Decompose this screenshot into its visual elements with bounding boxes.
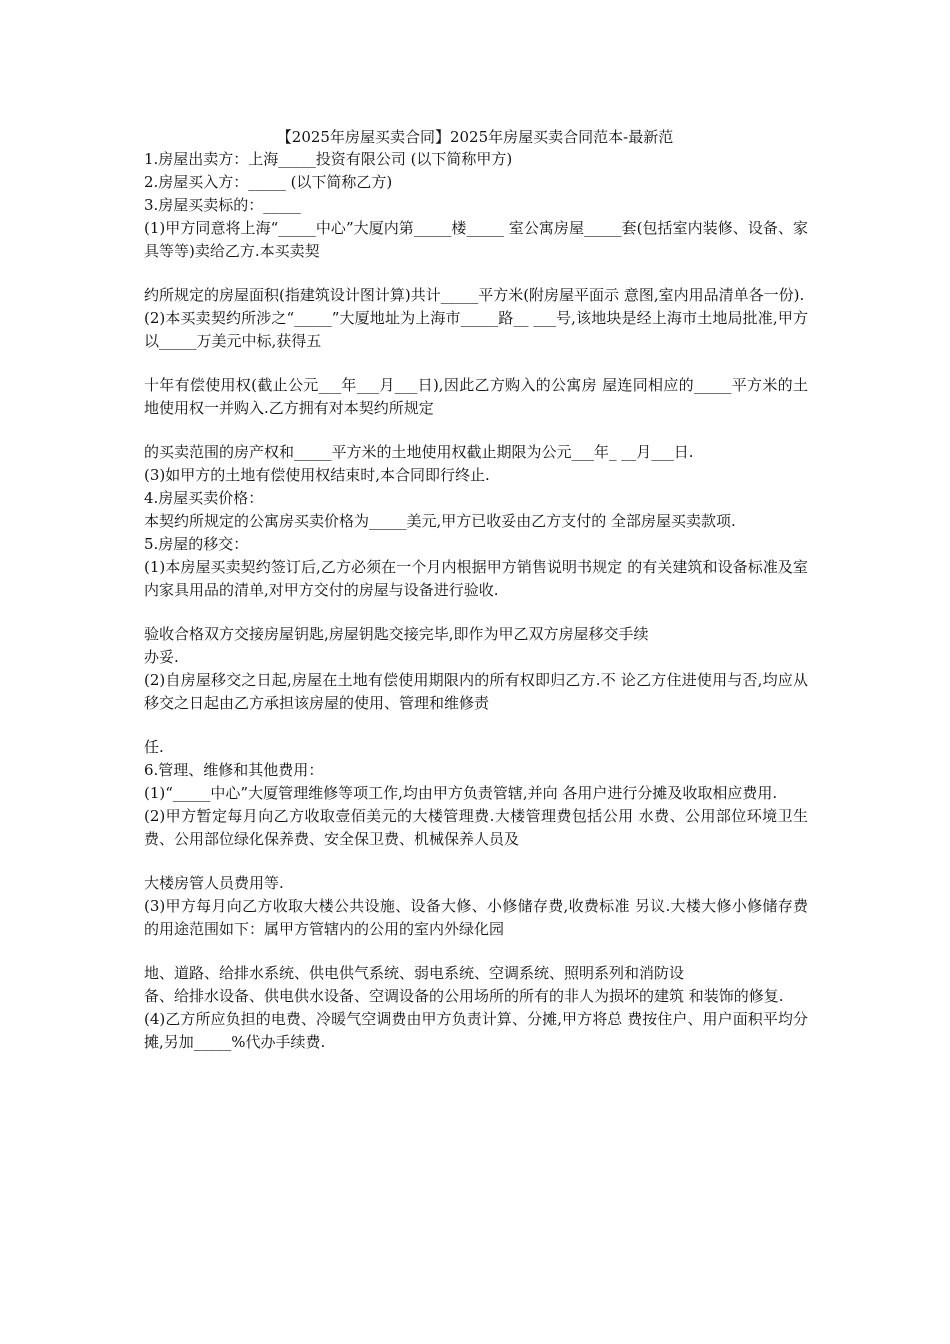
paragraph: (3)甲方每月向乙方收取大楼公共设施、设备大修、小修储存费,收费标准 另议.大楼大修小修储存费的用途范围如下：属甲方管辖内的公用的室内外绿化园 — [144, 897, 808, 938]
paragraph: 6.管理、维修和其他费用： — [144, 761, 324, 779]
paragraph: 地、道路、给排水系统、供电供气系统、弱电系统、空调系统、照明系列和消防设 — [144, 964, 685, 982]
paragraph: 2.房屋买入方：_____ (以下简称乙方) — [144, 173, 393, 191]
paragraph: 4.房屋买卖价格： — [144, 489, 264, 507]
document-body — [144, 148, 808, 1054]
paragraph: 十年有偿使用权(截止公元___年___月___日),因此乙方购入的公寓房 屋连同相应的_____平方米的土地使用权一并购入.乙方拥有对本契约所规定 — [144, 376, 808, 417]
paragraph: (1)“_____中心”大厦管理维修等项工作,均由甲方负责管辖,并向 各用户进行分摊及收取相应费用. — [144, 784, 778, 802]
paragraph: 本契约所规定的公寓房买卖价格为_____美元,甲方已收妥由乙方支付的 全部房屋买卖款项. — [144, 512, 736, 530]
paragraph: (2)甲方暂定每月向乙方收取壹佰美元的大楼管理费.大楼管理费包括公用 水费、公用部位环境卫生费、公用部位绿化保养费、安全保卫费、机械保养人员及 — [144, 807, 808, 848]
paragraph: (4)乙方所应负担的电费、冷暖气空调费由甲方负责计算、分摊,甲方将总 费按住户、用户面积平均分摊,另加_____%代办手续费. — [144, 1010, 808, 1051]
paragraph: 任. — [144, 738, 164, 756]
paragraph: 办妥. — [144, 648, 179, 666]
paragraph: (2)自房屋移交之日起,房屋在土地有偿使用期限内的所有权即归乙方.不 论乙方住进使用与否,均应从移交之日起由乙方承担该房屋的使用、管理和维修责 — [144, 671, 808, 712]
paragraph: 验收合格双方交接房屋钥匙,房屋钥匙交接完毕,即作为甲乙双方房屋移交手续 — [144, 625, 649, 643]
paragraph: 约所规定的房屋面积(指建筑设计图计算)共计_____平方米(附房屋平面示 意图,室内用品清单各一份). — [144, 286, 805, 304]
paragraph: 1.房屋出卖方：上海_____投资有限公司 (以下简称甲方) — [144, 150, 513, 168]
paragraph: 大楼房管人员费用等. — [144, 874, 284, 892]
paragraph: (1)本房屋买卖契约签订后,乙方必须在一个月内根据甲方销售说明书规定 的有关建筑和设备标准及室内家具用品的清单,对甲方交付的房屋与设备进行验收. — [144, 558, 808, 599]
paragraph: (1)甲方同意将上海“_____中心”大厦内第_____楼_____ 室公寓房屋_____套(包括室内装修、设备、家具等等)卖给乙方.本买卖契 — [144, 219, 808, 260]
paragraph: 5.房屋的移交： — [144, 535, 249, 553]
paragraph: 备、给排水设备、供电供水设备、空调设备的公用场所的所有的非人为损坏的建筑 和装饰的修复. — [144, 987, 784, 1005]
paragraph: 3.房屋买卖标的：_____ — [144, 196, 301, 214]
paragraph: 的买卖范围的房产权和_____平方米的土地使用权截止期限为公元___年_ __月___日. — [144, 443, 694, 461]
paragraph: (2)本买卖契约所涉之“_____”大厦地址为上海市_____路__ ___号,该地块是经上海市土地局批准,甲方以_____万美元中标,获得五 — [144, 309, 808, 350]
paragraph: (3)如甲方的土地有偿使用权结束时,本合同即行终止. — [144, 466, 490, 484]
document-title: 【2025年房屋买卖合同】2025年房屋买卖合同范本-最新范 — [276, 128, 674, 146]
